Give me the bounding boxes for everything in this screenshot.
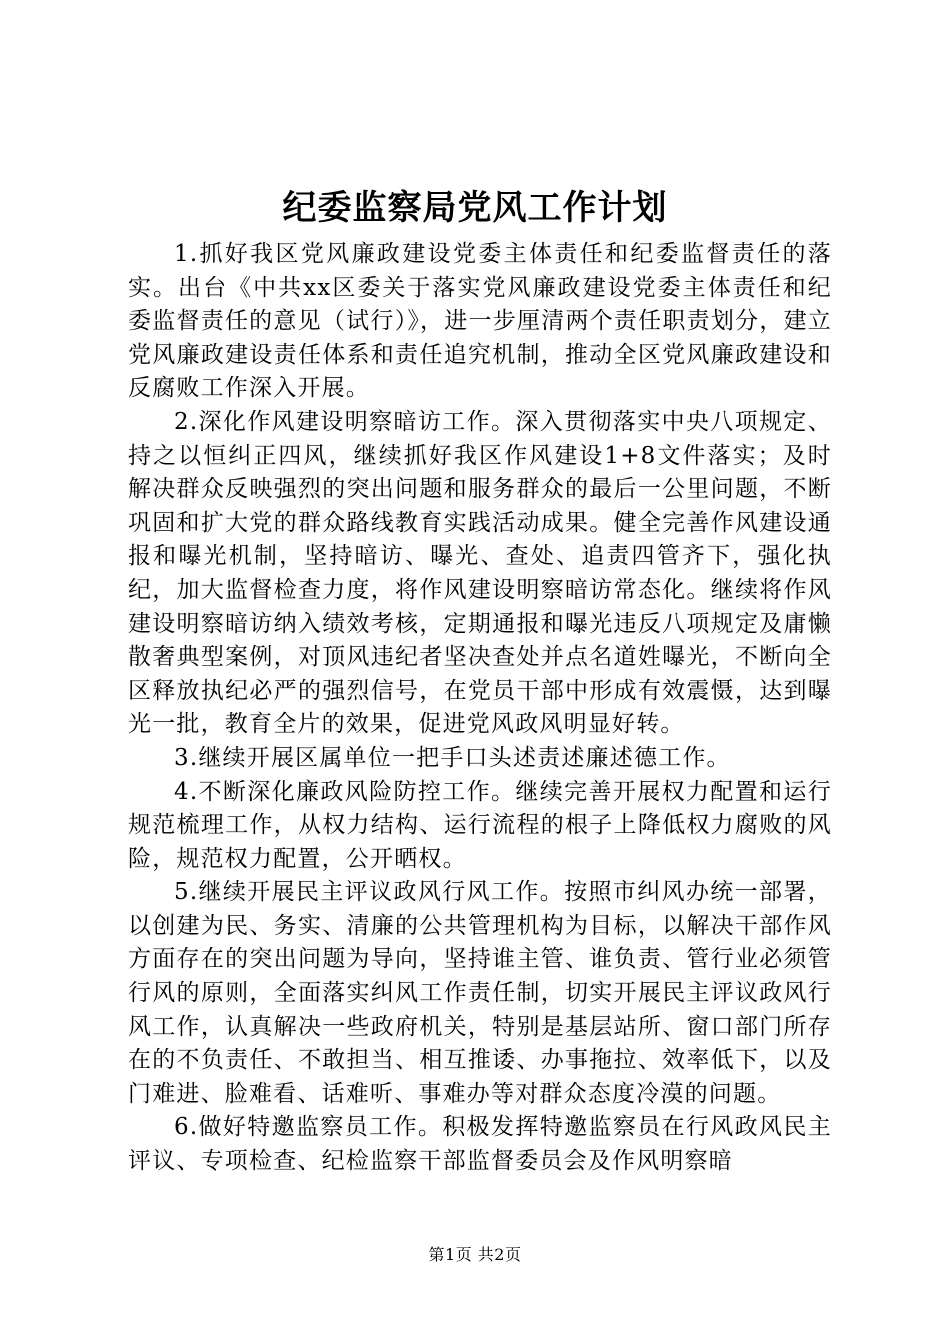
paragraph-2: 2.深化作风建设明察暗访工作。深入贯彻落实中央八项规定、持之以恒纠正四风，继续抓好我区作风建设1+8文件落实；及时解决群众反映强烈的突出问题和服务群众的最后一公里问题，不断巩固和扩大党的群众路线教育实践活动成果。健全完善作风建设通报和曝光机制，坚持暗访、曝光、查处、追责四管齐下，强化执纪，加大监督检查力度，将作风建设明察暗访常态化。继续将作风建设明察暗访纳入绩效考核，定期通报和曝光违反八项规定及庸懒散奢典型案例，对顶风违纪者坚决查处并点名道姓曝光，不断向全区释放执纪必严的强烈信号，在党员干部中形成有效震慑，达到曝光一批，教育全片的效果，促进党风政风明显好转。 xyxy=(128,408,832,738)
paragraph-1: 1.抓好我区党风廉政建设党委主体责任和纪委监督责任的落实。出台《中共xx区委关于落实党风廉政建设党委主体责任和纪委监督责任的意见（试行）》，进一步厘清两个责任职责划分，建立党风廉政建设责任体系和责任追究机制，推动全区党风廉政建设和反腐败工作深入开展。 xyxy=(128,241,832,402)
page-number-footer: 第1页 共2页 xyxy=(428,1245,522,1264)
document-title: 纪委监察局党风工作计划 xyxy=(282,188,668,228)
paragraph-5: 5.继续开展民主评议政风行风工作。按照市纠风办统一部署，以创建为民、务实、清廉的公共管理机构为目标，以解决干部作风方面存在的突出问题为导向，坚持谁主管、谁负责、管行业必须管行风的原则，全面落实纠风工作责任制，切实开展民主评议政风行风工作，认真解决一些政府机关，特别是基层站所、窗口部门所存在的不负责任、不敢担当、相互推诿、办事拖拉、效率低下，以及门难进、脸难看、话难听、事难办等对群众态度冷漠的问题。 xyxy=(128,879,832,1107)
paragraph-4: 4.不断深化廉政风险防控工作。继续完善开展权力配置和运行规范梳理工作，从权力结构、运行流程的根子上降低权力腐败的风险，规范权力配置，公开晒权。 xyxy=(128,778,832,872)
paragraph-6: 6.做好特邀监察员工作。积极发挥特邀监察员在行风政风民主评议、专项检查、纪检监察干部监督委员会及作风明察暗 xyxy=(128,1114,832,1175)
paragraph-3: 3.继续开展区属单位一把手口头述责述廉述德工作。 xyxy=(174,744,731,771)
document-body xyxy=(128,238,832,1179)
